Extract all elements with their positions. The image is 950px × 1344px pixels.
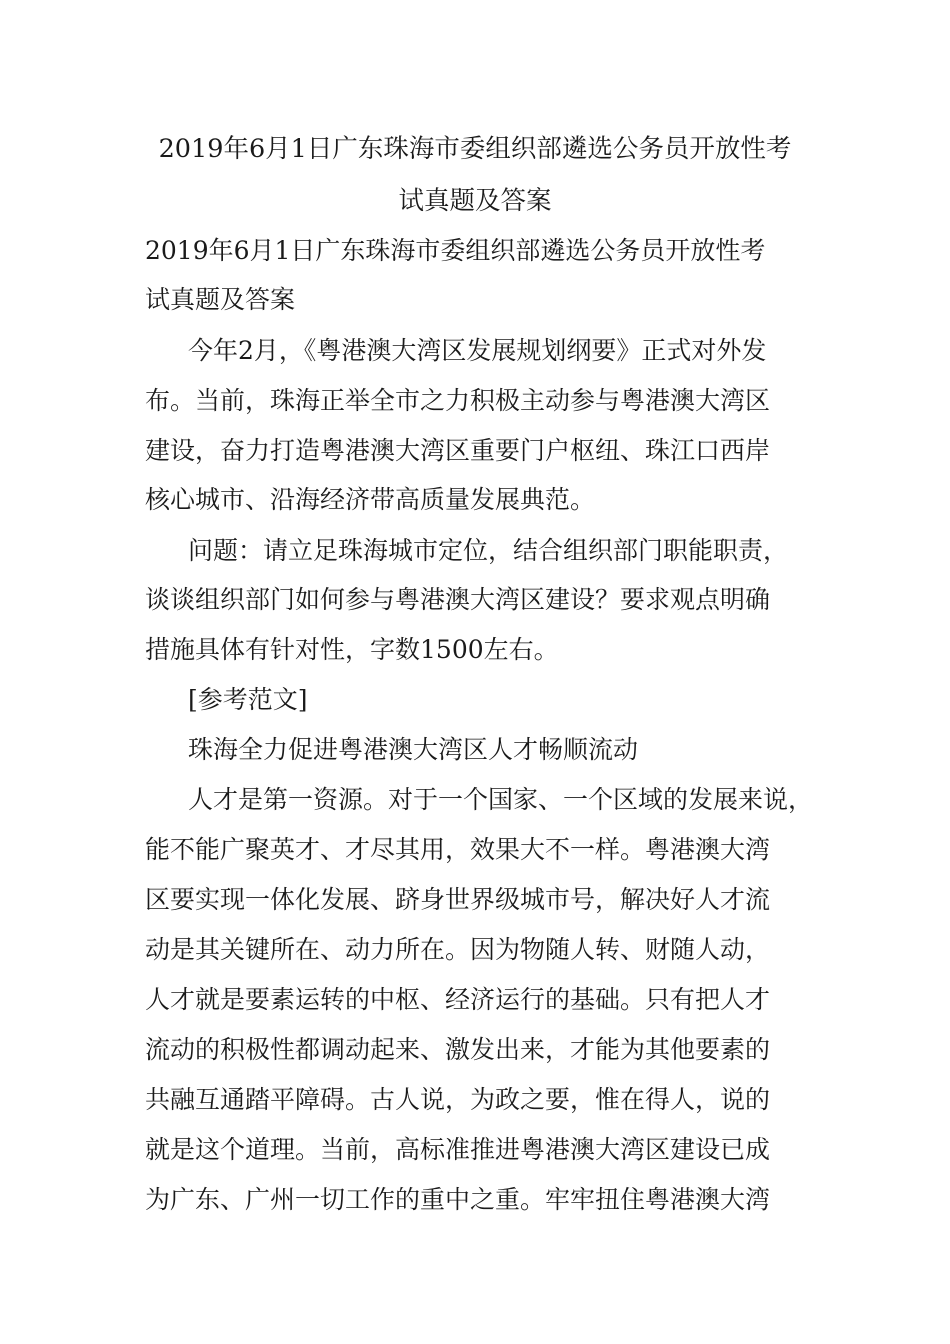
question-line-3: 措施具体有针对性，字数1500左右。: [145, 635, 559, 664]
intro-line-2: 布。当前，珠海正举全市之力积极主动参与粤港澳大湾区: [145, 386, 771, 415]
essay-title: 珠海全力促进粤港澳大湾区人才畅顺流动: [188, 735, 639, 764]
intro-line-4: 核心城市、沿海经济带高质量发展典范。: [145, 485, 596, 514]
essay-line-9: 为广东、广州一切工作的重中之重。牢牢扭住粤港澳大湾: [145, 1185, 771, 1214]
essay-line-3: 区要实现一体化发展、跻身世界级城市号，解决好人才流: [145, 885, 771, 914]
essay-line-7: 共融互通踏平障碍。古人说，为政之要，惟在得人，说的: [145, 1085, 771, 1114]
essay-line-6: 流动的积极性都调动起来、激发出来，才能为其他要素的: [145, 1035, 771, 1064]
title-line-2: 试真题及答案: [398, 186, 552, 216]
reference-label: [参考范文]: [188, 685, 308, 714]
essay-line-4: 动是其关键所在、动力所在。因为物随人转、财随人动，: [145, 935, 771, 964]
subtitle-line-2: 试真题及答案: [145, 285, 296, 314]
subtitle-line-1: 2019年6月1日广东珠海市委组织部遴选公务员开放性考: [145, 236, 766, 265]
essay-line-8: 就是这个道理。当前，高标准推进粤港澳大湾区建设已成: [145, 1135, 771, 1164]
title-line-1: 2019年6月1日广东珠海市委组织部遴选公务员开放性考: [158, 134, 792, 164]
essay-line-5: 人才就是要素运转的中枢、经济运行的基础。只有把人才: [145, 985, 771, 1014]
intro-line-1: 今年2月，《粤港澳大湾区发展规划纲要》正式对外发: [188, 336, 767, 365]
essay-line-2: 能不能广聚英才、才尽其用，效果大不一样。粤港澳大湾: [145, 835, 771, 864]
question-line-1: 问题：请立足珠海城市定位，结合组织部门职能职责，: [188, 536, 789, 565]
question-line-2: 谈谈组织部门如何参与粤港澳大湾区建设？要求观点明确: [145, 585, 771, 614]
intro-line-3: 建设，奋力打造粤港澳大湾区重要门户枢纽、珠江口西岸: [145, 436, 771, 465]
essay-line-1: 人才是第一资源。对于一个国家、一个区域的发展来说，: [188, 785, 814, 814]
